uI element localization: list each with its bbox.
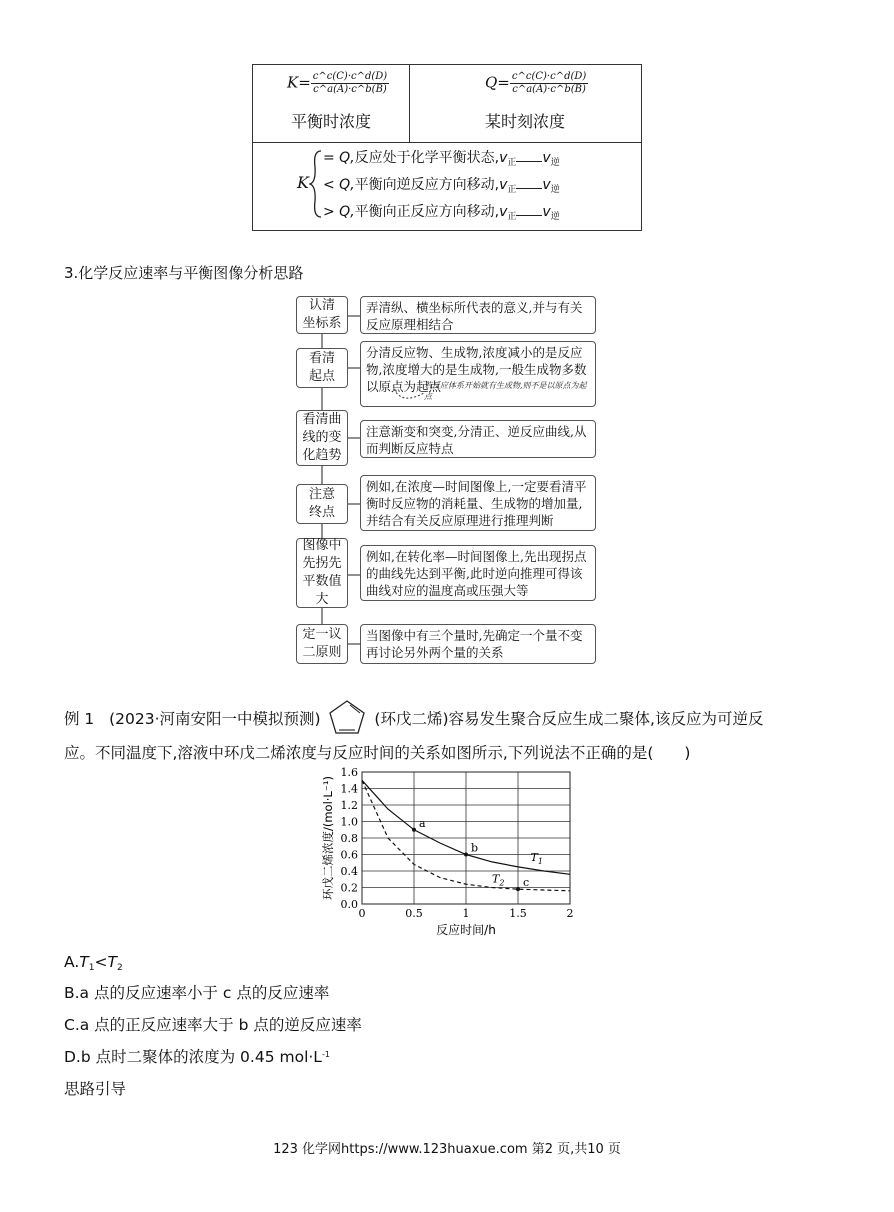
y-tick-label: 1.0 bbox=[340, 815, 358, 829]
x-tick-label: 1.5 bbox=[509, 907, 527, 920]
example-text-2: 应。不同温度下,溶液中环戊二烯浓度与反应时间的关系如图所示,下列说法不正确的是( ) bbox=[64, 744, 691, 762]
point-a bbox=[412, 828, 416, 832]
y-tick-label: 1.6 bbox=[340, 766, 358, 779]
guide-label: 思路引导 bbox=[64, 1080, 127, 1098]
k-symbol: K bbox=[297, 173, 309, 192]
comparison-row: > Q,平衡向正反应方向移动$,v_正$ $v_逆$ bbox=[323, 204, 560, 222]
handwritten-note: 若反应体系开始就有生成物,则不是以原点为起点 bbox=[424, 381, 587, 401]
y-tick-label: 0.4 bbox=[340, 865, 358, 878]
y-tick-label: 0.6 bbox=[340, 848, 358, 862]
y-tick-label: 0.8 bbox=[340, 832, 358, 845]
series-label-t1: $T_1$ bbox=[530, 850, 543, 866]
point-b bbox=[464, 853, 468, 857]
example-source: (2023·河南安阳一中模拟预测) bbox=[109, 710, 321, 728]
section-title: 3.化学反应速率与平衡图像分析思路 bbox=[64, 264, 304, 282]
series-label-t2: $T_2$ bbox=[492, 872, 505, 888]
flow-step-desc: 当图像中有三个量时,先确定一个量不变再讨论另外两个量的关系 bbox=[360, 624, 596, 664]
y-tick-label: 1.4 bbox=[340, 782, 358, 796]
option-d: D.b 点时二聚体的浓度为 0.45 $mol\cdot L^{-1}$ bbox=[64, 1048, 330, 1066]
example-text-1: (环戊二烯)容易发生聚合反应生成二聚体,该反应为可逆反 bbox=[374, 710, 764, 728]
example-number: 例 1 bbox=[64, 710, 95, 728]
cyclopentadiene-structure-icon bbox=[327, 698, 367, 738]
note-arrow bbox=[392, 385, 428, 405]
point-label-a: a bbox=[419, 816, 426, 830]
chart-points bbox=[412, 817, 529, 891]
y-tick-label: 0.2 bbox=[340, 881, 358, 895]
flow-step-desc: 弄清纵、横坐标所代表的意义,并与有关反应原理相结合 bbox=[360, 296, 596, 334]
x-tick-label: 1 bbox=[462, 907, 470, 920]
point-label-b: b bbox=[471, 841, 479, 855]
flow-step-label: 定一议 二原则 bbox=[296, 624, 348, 664]
point-c bbox=[516, 887, 520, 891]
flow-step-label: 注意 终点 bbox=[296, 484, 348, 524]
flow-step-label: 看清 起点 bbox=[296, 348, 348, 388]
x-tick-label: 0.5 bbox=[405, 907, 423, 920]
flow-step-label: 看清曲 线的变 化趋势 bbox=[296, 410, 348, 466]
x-axis-label: 反应时间/h bbox=[436, 923, 496, 937]
k-formula: K= $\frac{c\^{}c(C)\cdot c\^{}d(D)}{c\^{}a(A)\cdot c\^{}b(B)}$ bbox=[287, 71, 388, 95]
comparison-row: = Q,反应处于化学平衡状态$,v_正$ $v_逆$ bbox=[323, 150, 560, 168]
y-tick-label: 1.2 bbox=[340, 799, 358, 812]
flow-step-desc: 例如,在浓度—时间图像上,一定要看清平衡时反应物的消耗量、生成物的增加量,并结合有关反应原理进行推理判断 bbox=[360, 475, 596, 531]
flow-step-desc: 例如,在转化率—时间图像上,先出现拐点的曲线先达到平衡,此时逆向推理可得该曲线对应的温度高或压强大等 bbox=[360, 545, 596, 601]
y-axis-label: 环戊二烯浓度/(mol·L⁻¹) bbox=[321, 775, 335, 901]
option-c: C.a 点的正反应速率大于 b 点的逆反应速率 bbox=[64, 1016, 362, 1034]
y-tick-label: 0.0 bbox=[340, 898, 358, 911]
page-footer: 123 化学网https://www.123huaxue.com 第2 页,共10 页 bbox=[273, 1142, 621, 1157]
q-caption: 某时刻浓度 bbox=[485, 112, 566, 131]
x-tick-label: 0 bbox=[358, 907, 366, 920]
concentration-time-chart bbox=[320, 762, 590, 948]
point-label-c: c bbox=[523, 876, 530, 890]
x-tick-label: 2 bbox=[566, 907, 574, 920]
option-a: $A.T_1<T_2$ bbox=[64, 953, 123, 973]
option-b: B.a 点的反应速率小于 c 点的反应速率 bbox=[64, 984, 330, 1002]
q-formula: Q= $\frac{c\^{}c(C)\cdot c\^{}d(D)}{c\^{}a(A)\cdot c\^{}b(B)}$ bbox=[485, 71, 587, 95]
flow-step-desc: 分清反应物、生成物,浓度减小的是反应物,浓度增大的是生成物,一般生成物多数以原点为起点 bbox=[360, 341, 596, 407]
flow-step-desc: 注意渐变和突变,分清正、逆反应曲线,从而判断反应特点 bbox=[360, 420, 596, 458]
flow-step-label: 认清 坐标系 bbox=[296, 296, 348, 334]
example-paragraph bbox=[64, 698, 834, 768]
k-caption: 平衡时浓度 bbox=[291, 112, 372, 131]
flow-step-label: 图像中 先拐先 平数值 大 bbox=[296, 538, 348, 608]
comparison-row: < Q,平衡向逆反应方向移动$,v_正$ $v_逆$ bbox=[323, 177, 560, 195]
